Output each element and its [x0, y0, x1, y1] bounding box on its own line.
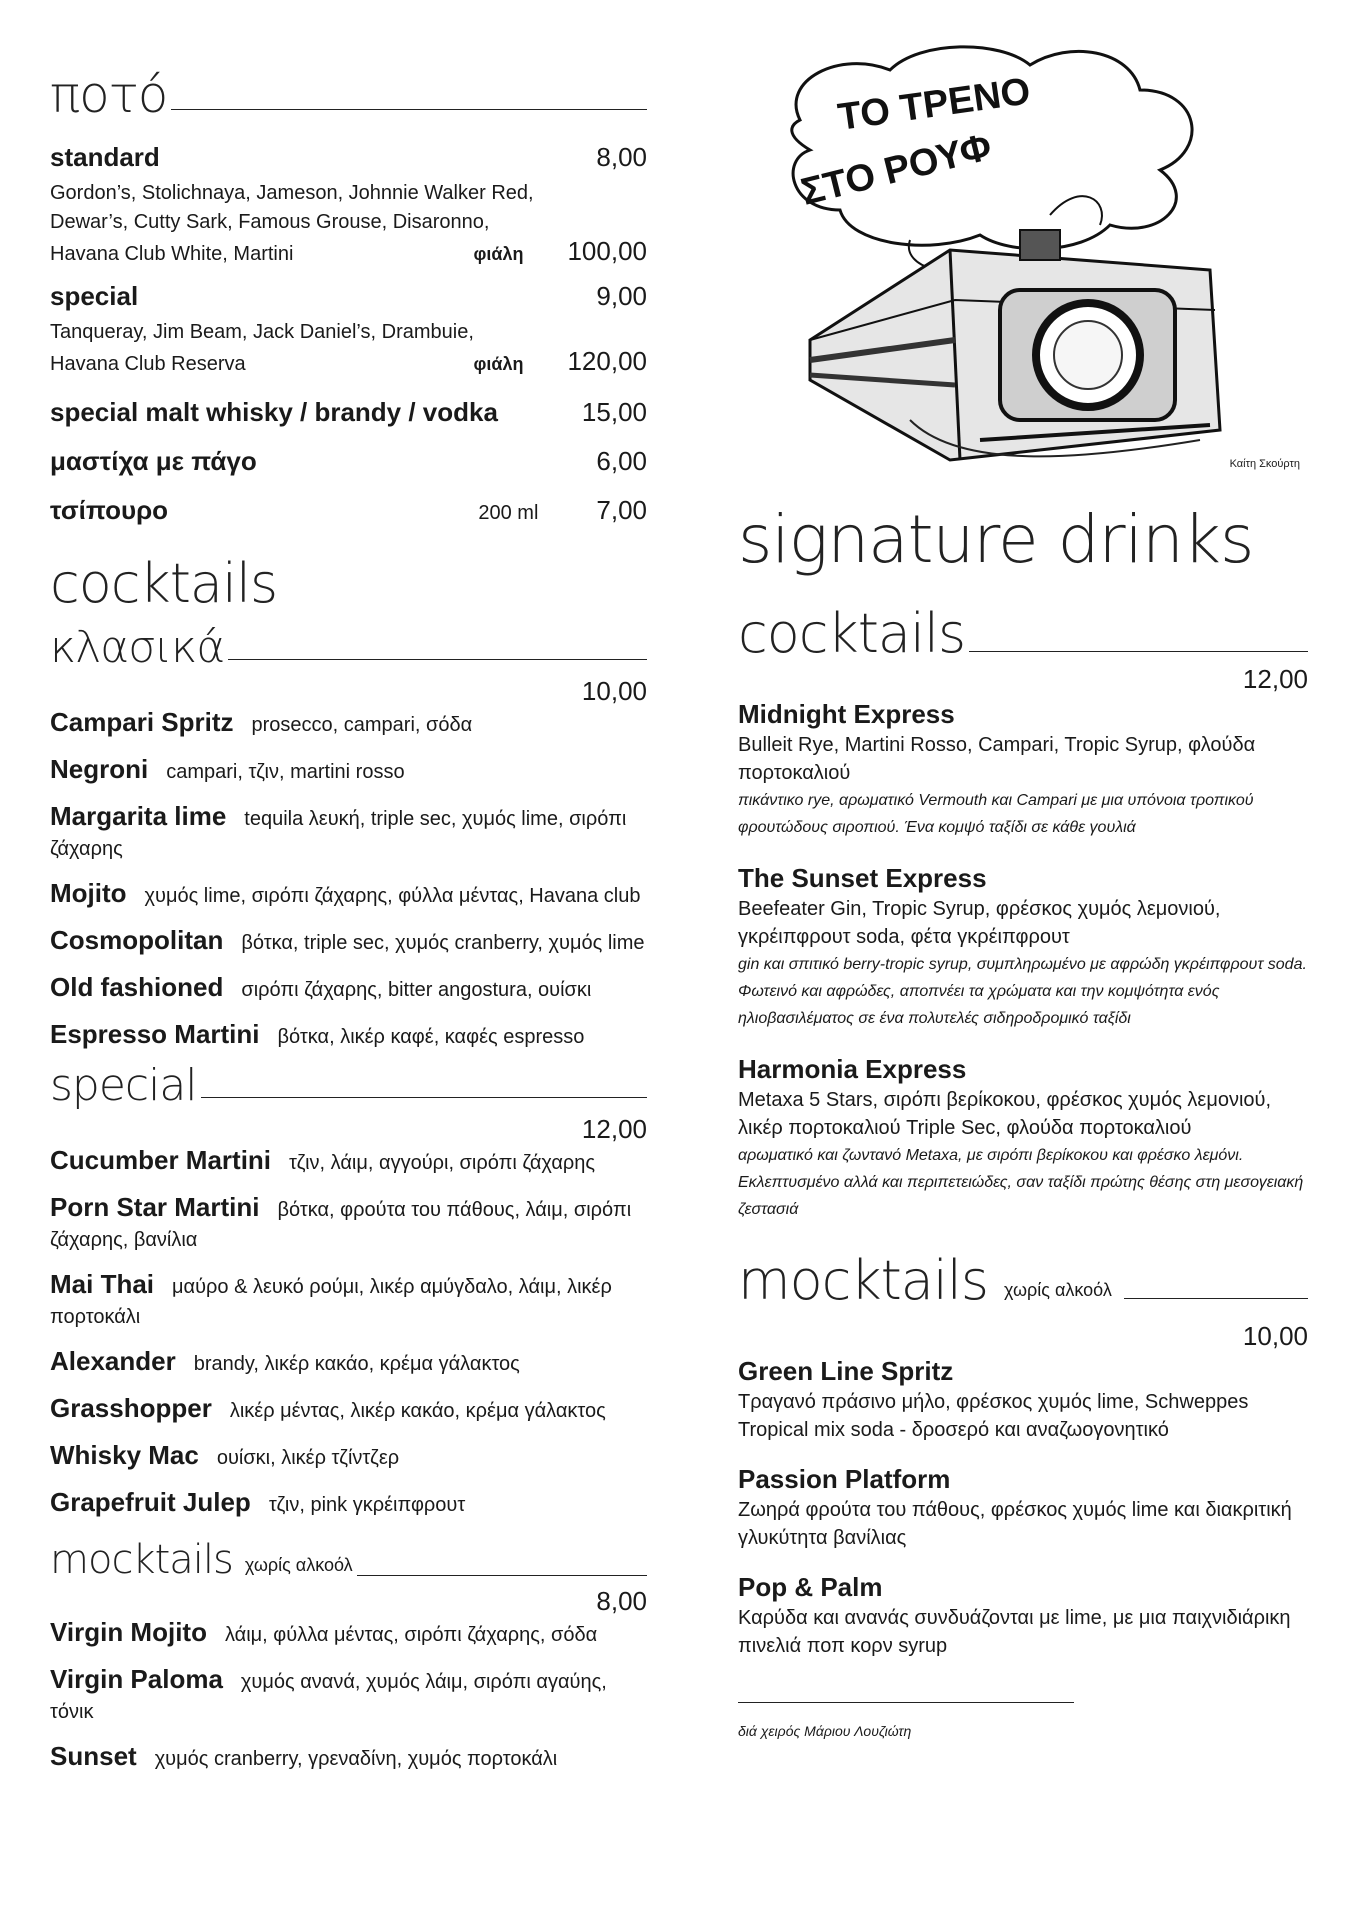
- signature-note: gin και σπιτικό berry-tropic syrup, συμπληρωμένο με αφρώδη γκρέιπφρουτ soda. Φωτεινό και αφρώδες, αποπνέει τα χρώματα και την κομψότητα ενός ηλιοβασιλέματος σε ένα πολυτελές σιδηροδρομικό ταξίδι: [738, 956, 1307, 1027]
- footer-rule: [738, 1702, 1074, 1703]
- drink-price: 9,00: [596, 281, 647, 311]
- bottle-label: φιάλη: [473, 244, 524, 264]
- cocktail-name: Virgin Mojito: [50, 1617, 207, 1647]
- section-price: [50, 676, 647, 707]
- section-title: mocktails: [50, 1537, 233, 1583]
- cocktail-name: Grasshopper: [50, 1393, 212, 1423]
- signature-description: Τραγανό πράσινο μήλο, φρέσκος χυμός lime, Schweppes Tropical mix soda - δροσερό και αναζωογονητικό: [738, 1391, 1249, 1441]
- cocktail-item: [50, 1440, 647, 1473]
- cocktail-ingredients: ουίσκι, λικέρ τζίντζερ: [216, 1447, 400, 1469]
- cocktail-ingredients: tequila λευκή, triple sec, χυμός lime, σιρόπι ζάχαρης: [50, 808, 627, 860]
- cocktail-item: [50, 878, 647, 911]
- footer-credit: διά χειρός Μάριου Λουζιώτη: [738, 1723, 912, 1739]
- sketch-credit: Καίτη Σκούρτη: [1229, 458, 1300, 470]
- cocktails-title: cocktails: [50, 552, 278, 615]
- signature-item: [738, 861, 1308, 1032]
- cocktail-name: Sunset: [50, 1741, 137, 1771]
- section-title: mocktails: [738, 1249, 989, 1312]
- section-title: cocktails: [738, 602, 966, 665]
- classic-cocktail-list: [50, 707, 647, 1052]
- signature-description: Καρύδα και ανανάς συνδυάζονται με lime, με μια παιχνιδιάρικη πινελιά ποπ κορν syrup: [738, 1607, 1291, 1657]
- cocktail-item: [50, 754, 647, 787]
- cocktail-item: [50, 925, 647, 958]
- brand-line: Gordon’s, Stolichnaya, Jameson, Johnnie Walker Red,: [50, 182, 534, 204]
- section-price: [50, 1586, 647, 1617]
- cocktail-item: [50, 972, 647, 1005]
- cocktail-name: Espresso Martini: [50, 1019, 260, 1049]
- signature-name: The Sunset Express: [738, 863, 987, 893]
- signature-name: Harmonia Express: [738, 1054, 967, 1084]
- cocktail-name: Mojito: [50, 878, 127, 908]
- sketch-line2: ΣΤΟ ΡΟΥΦ: [797, 125, 996, 214]
- signature-item: [738, 697, 1308, 841]
- section-subtitle: χωρίς αλκοόλ: [1004, 1280, 1112, 1300]
- drink-name: τσίπουρο: [50, 495, 169, 525]
- signature-note: αρωματικό και ζωντανό Metaxa, με σιρόπι βερίκοκου και φρέσκο λεμόνι. Εκλεπτυσμένο αλλά και περιπετειώδες, σαν ταξίδι πρώτης θέσης στη μεσογειακή ζεστασιά: [738, 1147, 1304, 1218]
- cocktail-item: [50, 1664, 647, 1727]
- cocktail-ingredients: βότκα, triple sec, χυμός cranberry, χυμός lime: [241, 932, 645, 954]
- section-price: [738, 1323, 1308, 1354]
- cocktail-item: [50, 1269, 647, 1332]
- cocktail-ingredients: τζιν, pink γκρέιπφρουτ: [268, 1494, 466, 1516]
- sketch-line1: ΤΟ ΤΡΕΝΟ: [835, 70, 1033, 139]
- drink-price: 8,00: [596, 1586, 647, 1616]
- cocktail-ingredients: χυμός cranberry, γρεναδίνη, χυμός πορτοκάλι: [154, 1748, 558, 1770]
- section-price: [50, 1114, 647, 1145]
- drink-special: [50, 281, 647, 379]
- cocktail-ingredients: χυμός ανανά, χυμός λάιμ, σιρόπι αγαύης, τόνικ: [50, 1671, 607, 1723]
- signature-description: Metaxa 5 Stars, σιρόπι βερίκοκου, φρέσκος χυμός λεμονιού, λικέρ πορτοκαλιού Triple Sec, φλούδα πορτοκαλιού: [738, 1089, 1272, 1139]
- right-column: [738, 500, 1308, 1739]
- signature-cocktail-list: [738, 697, 1308, 1223]
- cocktail-name: Mai Thai: [50, 1269, 155, 1299]
- section-rule: [201, 1097, 647, 1098]
- cocktail-ingredients: prosecco, campari, σόδα: [251, 714, 473, 736]
- signature-note: πικάντικο rye, αρωματικό Vermouth και Campari με μια υπόνοια τροπικού φρουτώδους σιροπιού. Ένα κομψό ταξίδι σε κάθε γουλιά: [738, 792, 1254, 836]
- cocktail-item: [50, 707, 647, 740]
- drink-price: 8,00: [596, 142, 647, 172]
- section-signature-mocktails: [738, 1249, 1308, 1312]
- drink-price: 12,00: [581, 1114, 647, 1144]
- brand-list: [50, 179, 647, 269]
- drink-price: 12,00: [1242, 664, 1308, 694]
- signature-item: [738, 1462, 1308, 1552]
- cocktail-item: [50, 1019, 647, 1052]
- section-poto: [50, 60, 647, 124]
- signature-name: Pop & Palm: [738, 1572, 883, 1602]
- drink-name: μαστίχα με πάγο: [50, 446, 257, 476]
- drink-size: 200 ml: [478, 502, 539, 524]
- cocktail-name: Old fashioned: [50, 972, 224, 1002]
- drink-malt: [50, 397, 647, 428]
- mocktail-list: [50, 1617, 647, 1774]
- cocktail-name: Alexander: [50, 1346, 176, 1376]
- signature-name: Midnight Express: [738, 699, 955, 729]
- cocktail-ingredients: βότκα, φρούτα του πάθους, λάιμ, σιρόπι ζάχαρης, βανίλια: [50, 1199, 632, 1251]
- signature-description: Beefeater Gin, Tropic Syrup, φρέσκος χυμός λεμονιού, γκρέιπφρουτ soda, φέτα γκρέιπφρουτ: [738, 898, 1221, 948]
- brand-line: Havana Club Reserva: [50, 353, 246, 375]
- section-mocktails: [50, 1530, 647, 1583]
- cocktail-name: Margarita lime: [50, 801, 227, 831]
- section-title: special: [50, 1060, 197, 1111]
- signature-item: [738, 1354, 1308, 1444]
- cocktail-name: Porn Star Martini: [50, 1192, 260, 1222]
- cocktail-item: [50, 1192, 647, 1255]
- drink-price: 10,00: [1242, 1321, 1308, 1351]
- cocktail-item: [50, 1145, 647, 1178]
- bottle-label: φιάλη: [473, 354, 524, 374]
- cocktail-name: Negroni: [50, 754, 149, 784]
- section-title: κλασικά: [50, 622, 225, 673]
- drink-tsipouro: [50, 495, 647, 526]
- bottle-price: 120,00: [567, 346, 647, 376]
- drink-price: 10,00: [581, 676, 647, 706]
- drink-mastiha: [50, 446, 647, 477]
- cocktail-name: Virgin Paloma: [50, 1664, 223, 1694]
- drink-price: 15,00: [581, 397, 647, 427]
- section-special: [50, 1058, 647, 1111]
- left-column: [50, 60, 647, 1774]
- cocktail-item: [50, 1393, 647, 1426]
- signature-name: Green Line Spritz: [738, 1356, 954, 1386]
- brand-line: Tanqueray, Jim Beam, Jack Daniel’s, Drambuie,: [50, 321, 474, 343]
- signature-item: [738, 1570, 1308, 1660]
- signature-item: [738, 1052, 1308, 1223]
- cocktail-item: [50, 801, 647, 864]
- section-rule: [969, 651, 1308, 652]
- cocktail-item: [50, 1617, 647, 1650]
- cocktail-ingredients: βότκα, λικέρ καφέ, καφές espresso: [277, 1026, 585, 1048]
- cocktail-ingredients: λάιμ, φύλλα μέντας, σιρόπι ζάχαρης, σόδα: [224, 1624, 598, 1646]
- signature-name: Passion Platform: [738, 1464, 951, 1494]
- section-rule: [1124, 1298, 1308, 1299]
- cocktail-name: Campari Spritz: [50, 707, 234, 737]
- cocktail-name: Cosmopolitan: [50, 925, 224, 955]
- cocktail-name: Whisky Mac: [50, 1440, 199, 1470]
- section-rule: [357, 1575, 647, 1576]
- section-rule: [228, 659, 647, 660]
- cocktail-ingredients: λικέρ μέντας, λικέρ κακάο, κρέμα γάλακτος: [229, 1400, 606, 1422]
- brand-line: Dewar’s, Cutty Sark, Famous Grouse, Disaronno,: [50, 211, 490, 233]
- drink-name: standard: [50, 142, 160, 172]
- signature-title: signature drinks: [738, 501, 1254, 578]
- cocktail-ingredients: campari, τζιν, martini rosso: [166, 761, 405, 783]
- drink-price: 7,00: [596, 495, 647, 525]
- drink-name: special: [50, 281, 139, 311]
- cocktail-ingredients: τζιν, λάιμ, αγγούρι, σιρόπι ζάχαρης: [289, 1152, 596, 1174]
- cocktail-ingredients: χυμός lime, σιρόπι ζάχαρης, φύλλα μέντας, Havana club: [144, 885, 641, 907]
- brand-list: [50, 318, 647, 379]
- cocktail-item: [50, 1741, 647, 1774]
- section-signature-cocktails: [738, 598, 1308, 665]
- signature-description: Bulleit Rye, Martini Rosso, Campari, Tropic Syrup, φλούδα πορτοκαλιού: [738, 734, 1256, 784]
- drink-standard: [50, 142, 647, 269]
- cocktail-name: Grapefruit Julep: [50, 1487, 251, 1517]
- drink-name: special malt whisky / brandy / vodka: [50, 397, 498, 427]
- train-sketch: [780, 40, 1300, 470]
- signature-mocktail-list: [738, 1354, 1308, 1660]
- signature-description: Ζωηρά φρούτα του πάθους, φρέσκος χυμός lime και διακριτική γλυκύτητα βανίλιας: [738, 1499, 1292, 1549]
- section-classic: [50, 620, 647, 673]
- train-illustration-icon: [780, 40, 1300, 470]
- section-subtitle: χωρίς αλκοόλ: [244, 1555, 353, 1575]
- cocktail-ingredients: σιρόπι ζάχαρης, bitter angostura, ουίσκι: [241, 979, 592, 1001]
- cocktail-ingredients: brandy, λικέρ κακάο, κρέμα γάλακτος: [193, 1353, 520, 1375]
- section-price: [738, 666, 1308, 697]
- cocktail-item: [50, 1346, 647, 1379]
- cocktail-item: [50, 1487, 647, 1520]
- cocktail-name: Cucumber Martini: [50, 1145, 272, 1175]
- brand-line: Havana Club White, Martini: [50, 243, 294, 265]
- bottle-price: 100,00: [567, 236, 647, 266]
- cocktail-ingredients: μαύρο & λευκό ρούμι, λικέρ αμύγδαλο, λάιμ, λικέρ πορτοκάλι: [50, 1276, 612, 1328]
- section-rule: [171, 109, 647, 110]
- special-cocktail-list: [50, 1145, 647, 1520]
- section-title: ποτό: [50, 66, 168, 124]
- drink-price: 6,00: [596, 446, 647, 476]
